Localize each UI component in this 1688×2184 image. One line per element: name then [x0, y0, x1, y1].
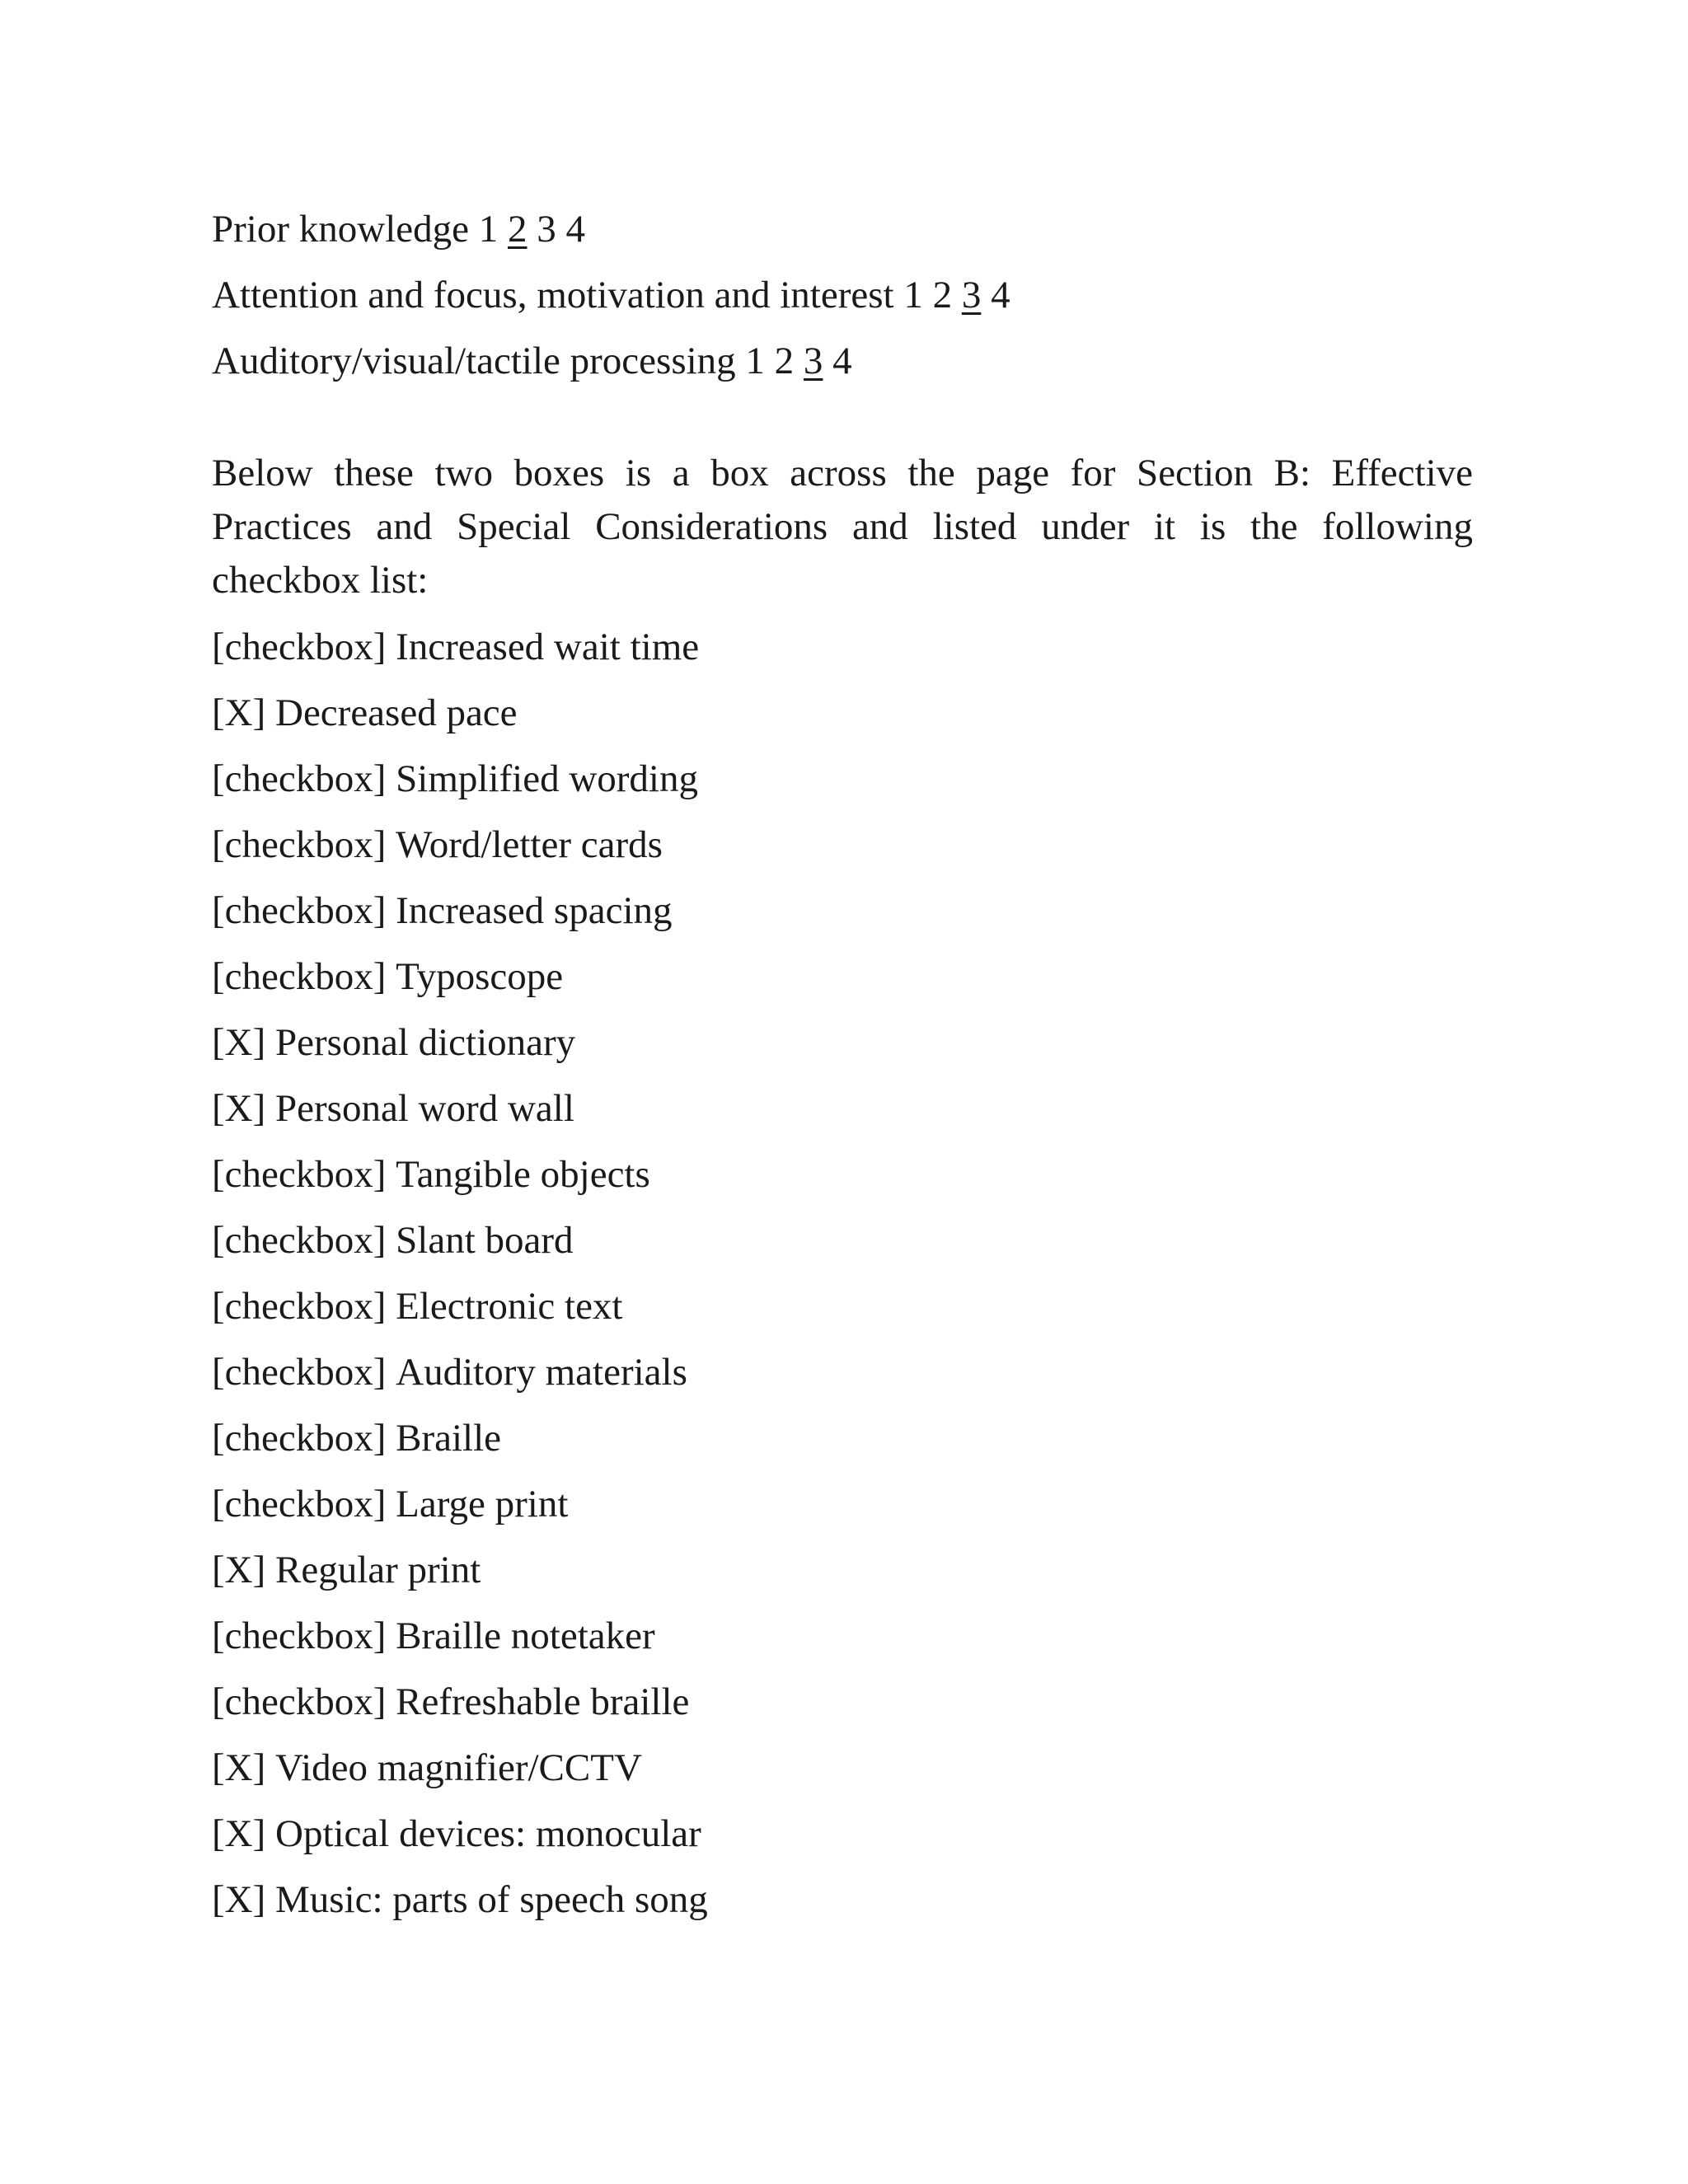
- checklist: [212, 614, 1473, 1933]
- list-item: [212, 1207, 1473, 1273]
- list-item-label: Decreased pace: [275, 691, 518, 734]
- checkbox-marker: [checkbox]: [212, 1483, 387, 1526]
- checkbox-marker: [X]: [212, 1878, 266, 1921]
- list-item: [212, 1735, 1473, 1801]
- rating-score: 3: [537, 208, 556, 251]
- rating-score: 1: [478, 208, 499, 251]
- list-item: [212, 680, 1473, 746]
- list-item: [212, 1405, 1473, 1471]
- rating-score-selected: 3: [961, 274, 982, 316]
- list-item: [212, 1867, 1473, 1933]
- list-item-label: Slant board: [396, 1219, 574, 1262]
- rating-label: Attention and focus, motivation and interest: [212, 274, 894, 316]
- spacer: [212, 394, 1473, 447]
- list-item: [212, 1076, 1473, 1141]
- list-item-label: Video magnifier/CCTV: [275, 1746, 642, 1789]
- list-item-label: Typoscope: [396, 955, 564, 998]
- list-item: [212, 1141, 1473, 1207]
- rating-score-selected: 3: [803, 340, 823, 382]
- rating-score: 2: [774, 340, 795, 382]
- list-item: [212, 878, 1473, 944]
- checkbox-marker: [X]: [212, 1746, 266, 1789]
- list-item-label: Braille: [396, 1417, 502, 1460]
- rating-score: 1: [745, 340, 765, 382]
- checkbox-marker: [X]: [212, 1812, 266, 1855]
- checkbox-marker: [checkbox]: [212, 889, 387, 932]
- list-item-label: Large print: [396, 1483, 569, 1526]
- list-item-label: Increased wait time: [396, 626, 700, 668]
- checkbox-marker: [checkbox]: [212, 626, 387, 668]
- list-item-label: Auditory materials: [396, 1351, 687, 1394]
- checkbox-marker: [checkbox]: [212, 1219, 387, 1262]
- section-b-intro: Below these two boxes is a box across the page for Section B: Effective Practices and Special Considerations and listed under it is the following checkbox list:: [212, 452, 1473, 602]
- list-item-label: Optical devices: monocular: [275, 1812, 701, 1855]
- rating-score-selected: 2: [507, 208, 528, 251]
- list-item-label: Increased spacing: [396, 889, 673, 932]
- list-item: [212, 1603, 1473, 1669]
- checkbox-marker: [checkbox]: [212, 1417, 387, 1460]
- checkbox-marker: [checkbox]: [212, 823, 387, 866]
- checkbox-marker: [checkbox]: [212, 1351, 387, 1394]
- rating-score: 4: [832, 340, 852, 382]
- list-item-label: Braille notetaker: [396, 1615, 655, 1657]
- rating-attention-focus: [212, 262, 1473, 328]
- list-item: [212, 812, 1473, 878]
- list-item: [212, 1537, 1473, 1603]
- list-item: [212, 746, 1473, 812]
- rating-prior-knowledge: [212, 196, 1473, 262]
- checkbox-marker: [checkbox]: [212, 1285, 387, 1328]
- list-item: [212, 1339, 1473, 1405]
- rating-score: 4: [565, 208, 585, 251]
- rating-score: 1: [903, 274, 923, 316]
- list-item-label: Refreshable braille: [396, 1680, 690, 1723]
- rating-label: Auditory/visual/tactile processing: [212, 340, 736, 382]
- rating-score: 2: [932, 274, 953, 316]
- list-item: [212, 1471, 1473, 1537]
- list-item-label: Regular print: [275, 1549, 481, 1591]
- list-item-label: Personal dictionary: [275, 1021, 576, 1064]
- list-item: [212, 944, 1473, 1010]
- checkbox-marker: [X]: [212, 691, 266, 734]
- list-item: [212, 1273, 1473, 1339]
- checkbox-marker: [checkbox]: [212, 757, 387, 800]
- checkbox-marker: [checkbox]: [212, 955, 387, 998]
- checkbox-marker: [checkbox]: [212, 1615, 387, 1657]
- rating-score: 4: [991, 274, 1010, 316]
- list-item-label: Word/letter cards: [396, 823, 663, 866]
- checkbox-marker: [X]: [212, 1549, 266, 1591]
- rating-label: Prior knowledge: [212, 208, 469, 251]
- checkbox-marker: [X]: [212, 1021, 266, 1064]
- list-item: [212, 1010, 1473, 1076]
- list-item-label: Music: parts of speech song: [275, 1878, 708, 1921]
- list-item: [212, 1669, 1473, 1735]
- list-item-label: Tangible objects: [396, 1153, 650, 1196]
- list-item-label: Simplified wording: [396, 757, 698, 800]
- rating-processing: [212, 328, 1473, 394]
- checkbox-marker: [checkbox]: [212, 1680, 387, 1723]
- list-item: [212, 1801, 1473, 1867]
- list-item: [212, 614, 1473, 680]
- list-item-label: Electronic text: [396, 1285, 623, 1328]
- checkbox-marker: [X]: [212, 1087, 266, 1130]
- list-item-label: Personal word wall: [275, 1087, 574, 1130]
- document-page: [212, 196, 1473, 1933]
- checkbox-marker: [checkbox]: [212, 1153, 387, 1196]
